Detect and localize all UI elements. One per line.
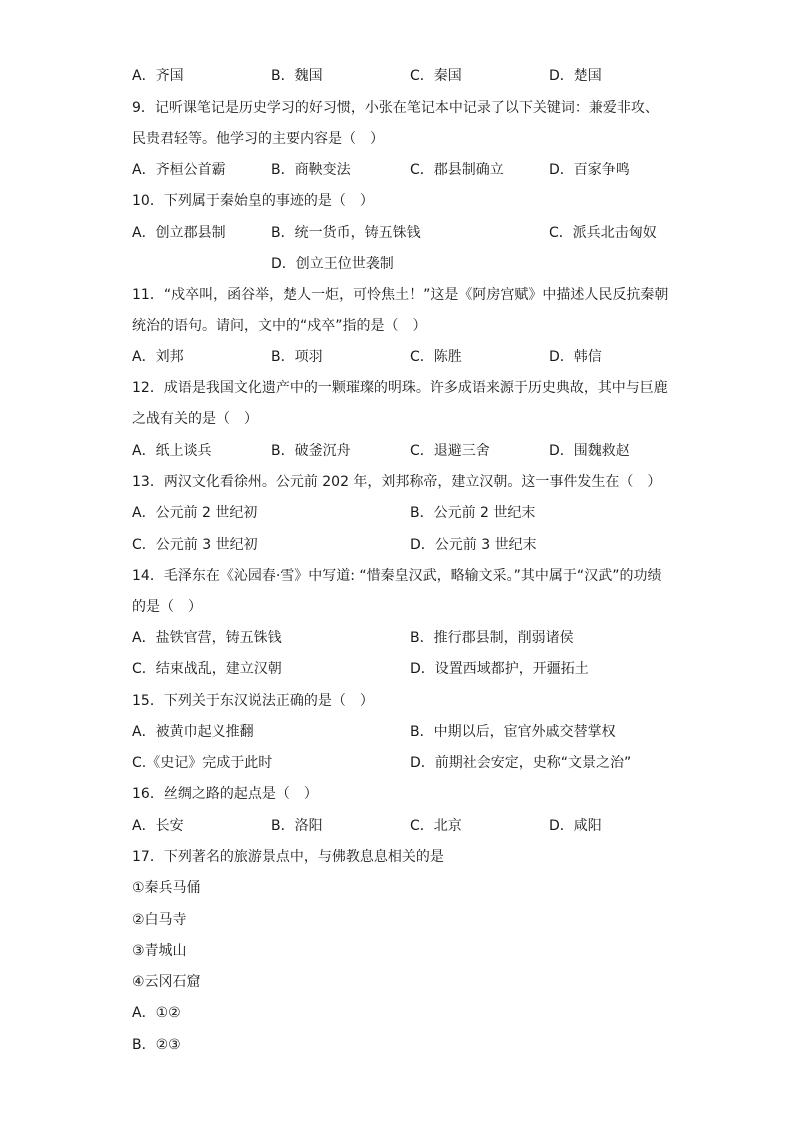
option-b[interactable]: B．洛阳 <box>271 818 323 834</box>
option-b[interactable]: B．项羽 <box>271 349 323 365</box>
option-c[interactable]: C．陈胜 <box>410 349 462 365</box>
option-b[interactable]: B．统一货币，铸五铢钱 <box>271 225 421 241</box>
question-stem-continued: 统治的语句。请问，文中的“戍卒”指的是（ ） <box>132 318 427 334</box>
option-b[interactable]: B．公元前 2 世纪末 <box>410 505 536 521</box>
option-c[interactable]: C．结束战乱，建立汉朝 <box>132 661 282 677</box>
option-b[interactable]: B．②③ <box>132 1037 181 1053</box>
option-a[interactable]: A．齐桓公首霸 <box>132 162 226 178</box>
list-item: ①秦兵马俑 <box>132 880 201 896</box>
option-c[interactable]: C．退避三舍 <box>410 443 490 459</box>
option-a[interactable]: A．长安 <box>132 818 184 834</box>
option-c[interactable]: C．公元前 3 世纪初 <box>132 537 258 553</box>
option-d[interactable]: D．百家争鸣 <box>549 162 630 178</box>
option-b[interactable]: B．中期以后，宦官外戚交替掌权 <box>410 724 616 740</box>
question-stem: 14．毛泽东在《沁园春·雪》中写道: “惜秦皇汉武，略输文采。”其中属于“汉武”的功绩 <box>132 568 662 584</box>
option-a[interactable]: A．盐铁官营，铸五铢钱 <box>132 630 282 646</box>
option-b[interactable]: B．破釜沉舟 <box>271 443 351 459</box>
option-d[interactable]: D．韩信 <box>549 349 602 365</box>
option-a[interactable]: A．①② <box>132 1005 181 1021</box>
question-stem: 11．“戍卒叫，函谷举，楚人一炬，可怜焦土！”这是《阿房宫赋》中描述人民反抗秦朝 <box>132 287 669 303</box>
option-a[interactable]: A．公元前 2 世纪初 <box>132 505 258 521</box>
option-d[interactable]: D．创立王位世袭制 <box>271 256 394 272</box>
option-b[interactable]: B．推行郡县制，削弱诸侯 <box>410 630 574 646</box>
question-stem: 16．丝绸之路的起点是（ ） <box>132 786 318 802</box>
question-stem-continued: 之战有关的是（ ） <box>132 411 258 427</box>
question-stem-continued: 民贵君轻等。他学习的主要内容是（ ） <box>132 131 384 147</box>
option-b[interactable]: B．商鞅变法 <box>271 162 351 178</box>
option-a[interactable]: A．齐国 <box>132 68 184 84</box>
option-c[interactable]: C．郡县制确立 <box>410 162 504 178</box>
question-stem-continued: 的是（ ） <box>132 599 202 615</box>
option-c[interactable]: C．北京 <box>410 818 462 834</box>
option-d[interactable]: D．公元前 3 世纪末 <box>410 537 537 553</box>
option-d[interactable]: D．咸阳 <box>549 818 602 834</box>
option-b[interactable]: B．魏国 <box>271 68 323 84</box>
list-item: ③青城山 <box>132 943 187 959</box>
question-stem: 15．下列关于东汉说法正确的是（ ） <box>132 693 374 709</box>
question-stem: 10．下列属于秦始皇的事迹的是（ ） <box>132 193 374 209</box>
list-item: ④云冈石窟 <box>132 974 201 990</box>
question-stem: 12．成语是我国文化遗产中的一颗璀璨的明珠。许多成语来源于历史典故，其中与巨鹿 <box>132 380 668 396</box>
list-item: ②白马寺 <box>132 912 187 928</box>
option-a[interactable]: A．纸上谈兵 <box>132 443 212 459</box>
option-d[interactable]: D．设置西域都护，开疆拓土 <box>410 661 589 677</box>
option-d[interactable]: D．楚国 <box>549 68 602 84</box>
option-c[interactable]: C.《史记》完成于此时 <box>132 755 273 771</box>
option-d[interactable]: D．围魏救赵 <box>549 443 630 459</box>
option-a[interactable]: A．被黄巾起义推翻 <box>132 724 254 740</box>
option-a[interactable]: A．创立郡县制 <box>132 225 226 241</box>
question-stem: 9．记听课笔记是历史学习的好习惯，小张在笔记本中记录了以下关键词：兼爱非攻、 <box>132 100 659 116</box>
option-d[interactable]: D．前期社会安定，史称“文景之治” <box>410 755 632 771</box>
option-c[interactable]: C．秦国 <box>410 68 462 84</box>
question-stem: 17．下列著名的旅游景点中，与佛教息息相关的是 <box>132 849 444 865</box>
question-stem: 13．两汉文化看徐州。公元前 202 年，刘邦称帝，建立汉朝。这一事件发生在（ ） <box>132 474 662 490</box>
option-a[interactable]: A．刘邦 <box>132 349 184 365</box>
option-c[interactable]: C．派兵北击匈奴 <box>549 225 657 241</box>
